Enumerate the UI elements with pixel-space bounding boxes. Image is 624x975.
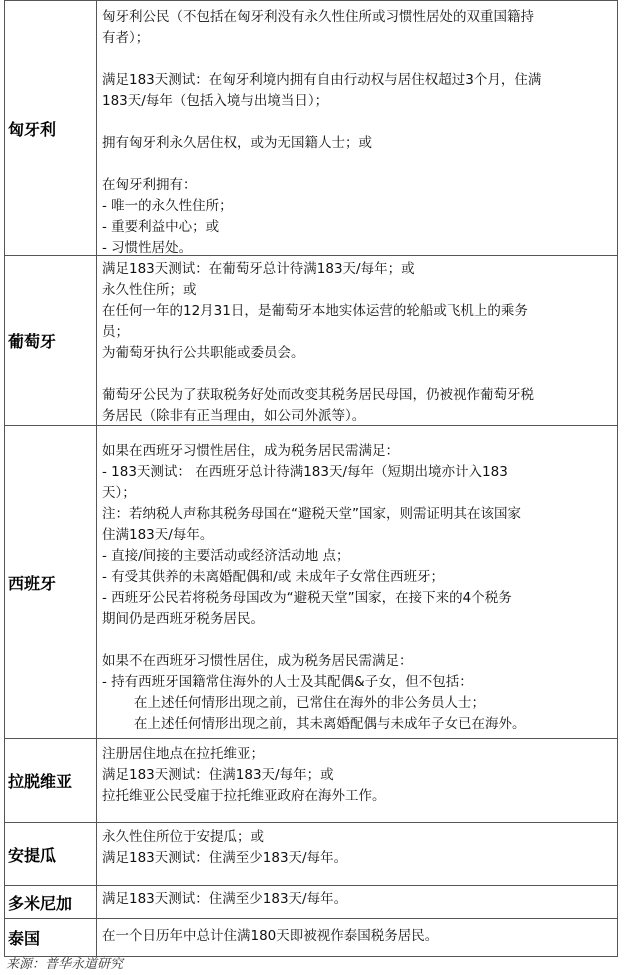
criteria-line: 拥有匈牙利永久居住权，或为无国籍人士；或 — [102, 135, 372, 151]
table-row — [5, 425, 617, 738]
criteria-line: 匈牙利公民（不包括在匈牙利没有永久性住所或习惯性居处的双重国籍持 — [102, 9, 534, 25]
criteria-line: 期间仍是西班牙税务居民。 — [102, 611, 264, 627]
country-cell: 拉脱维亚 — [5, 739, 97, 822]
criteria-line: - 持有西班牙国籍常住海外的人士及其配偶&子女，但不包括： — [102, 674, 473, 690]
country-cell: 西班牙 — [5, 426, 97, 738]
spacer — [102, 112, 614, 133]
table-row — [5, 0, 617, 255]
criteria-cell — [102, 886, 614, 918]
country-cell: 安提瓜 — [5, 823, 97, 885]
criteria-line: 注：若纳税人声称其税务母国在“避税天堂”国家，则需证明其在该国家 — [102, 506, 521, 522]
criteria-line: 永久性住所；或 — [102, 282, 197, 298]
residency-table — [4, 0, 618, 957]
spacer — [102, 364, 614, 385]
country-cell: 匈牙利 — [5, 1, 97, 255]
criteria-line: - 习惯性居处。 — [102, 240, 193, 256]
country-cell: 泰国 — [5, 919, 97, 956]
criteria-cell — [102, 256, 614, 425]
criteria-line: 满足183天测试：住满183天/每年；或 — [102, 767, 334, 783]
criteria-line: 为葡萄牙执行公共职能或委员会。 — [102, 345, 305, 361]
criteria-line: 员； — [102, 324, 129, 340]
criteria-line: - 有受其供养的未离婚配偶和/或 未成年子女常住西班牙； — [102, 569, 445, 585]
spacer — [102, 630, 614, 651]
criteria-cell — [102, 823, 614, 885]
criteria-line: 拉托维亚公民受雇于拉托维亚政府在海外工作。 — [102, 788, 386, 804]
criteria-line: - 183天测试： 在西班牙总计待满183天/每年（短期出境亦计入183 — [102, 464, 508, 480]
criteria-cell — [102, 1, 614, 255]
criteria-line: 葡萄牙公民为了获取税务好处而改变其税务居民母国，仍被视作葡萄牙税 — [102, 387, 534, 403]
criteria-line: - 重要利益中心；或 — [102, 219, 220, 235]
criteria-line: 如果在西班牙习惯性居住，成为税务居民需满足： — [102, 443, 399, 459]
spacer — [102, 49, 614, 70]
criteria-line: - 直接/间接的主要活动或经济活动地 点； — [102, 548, 350, 564]
criteria-line: 在一个日历年中总计住满180天即被视作泰国税务居民。 — [102, 928, 439, 944]
criteria-cell — [102, 426, 614, 738]
table-row — [5, 885, 617, 918]
criteria-line: 永久性住所位于安提瓜；或 — [102, 829, 264, 845]
criteria-line: 天）； — [102, 485, 136, 501]
criteria-line: 满足183天测试：住满至少183天/每年。 — [102, 891, 348, 907]
country-cell: 葡萄牙 — [5, 256, 97, 425]
criteria-line: 在上述任何情形出现之前，其未离婚配偶与未成年子女已在海外。 — [134, 716, 526, 732]
criteria-line: 满足183天测试：在匈牙利境内拥有自由行动权与居住权超过3个月，住满 — [102, 72, 542, 88]
spacer — [102, 154, 614, 175]
criteria-line: - 西班牙公民若将税务母国改为“避税天堂”国家，在接下来的4个税务 — [102, 590, 512, 606]
criteria-line: 在任何一年的12月31日，是葡萄牙本地实体运营的轮船或飞机上的乘务 — [102, 303, 528, 319]
criteria-cell — [102, 739, 614, 822]
criteria-line: 在匈牙利拥有： — [102, 177, 197, 193]
criteria-line: 183天/每年（包括入境与出境当日）； — [102, 93, 329, 109]
table-row — [5, 738, 617, 822]
criteria-line: 满足183天测试：在葡萄牙总计待满183天/每年；或 — [102, 261, 415, 277]
criteria-line: 在上述任何情形出现之前，已常住在海外的非公务员人士； — [134, 695, 485, 711]
table-row — [5, 918, 617, 956]
criteria-line: 务居民（除非有正当理由，如公司外派等）。 — [102, 408, 366, 424]
criteria-line: 有者）； — [102, 30, 150, 46]
criteria-cell — [102, 919, 614, 956]
country-cell: 多米尼加 — [5, 886, 97, 918]
criteria-line: 如果不在西班牙习惯性居住，成为税务居民需满足： — [102, 653, 413, 669]
criteria-line: - 唯一的永久性住所； — [102, 198, 233, 214]
criteria-line: 住满183天/每年。 — [102, 527, 214, 543]
source-note: 来源：普华永道研究 — [6, 957, 124, 972]
table-row — [5, 822, 617, 885]
table-row — [5, 255, 617, 425]
criteria-line: 注册居住地点在拉托维亚； — [102, 746, 264, 762]
criteria-line: 满足183天测试：住满至少183天/每年。 — [102, 850, 348, 866]
